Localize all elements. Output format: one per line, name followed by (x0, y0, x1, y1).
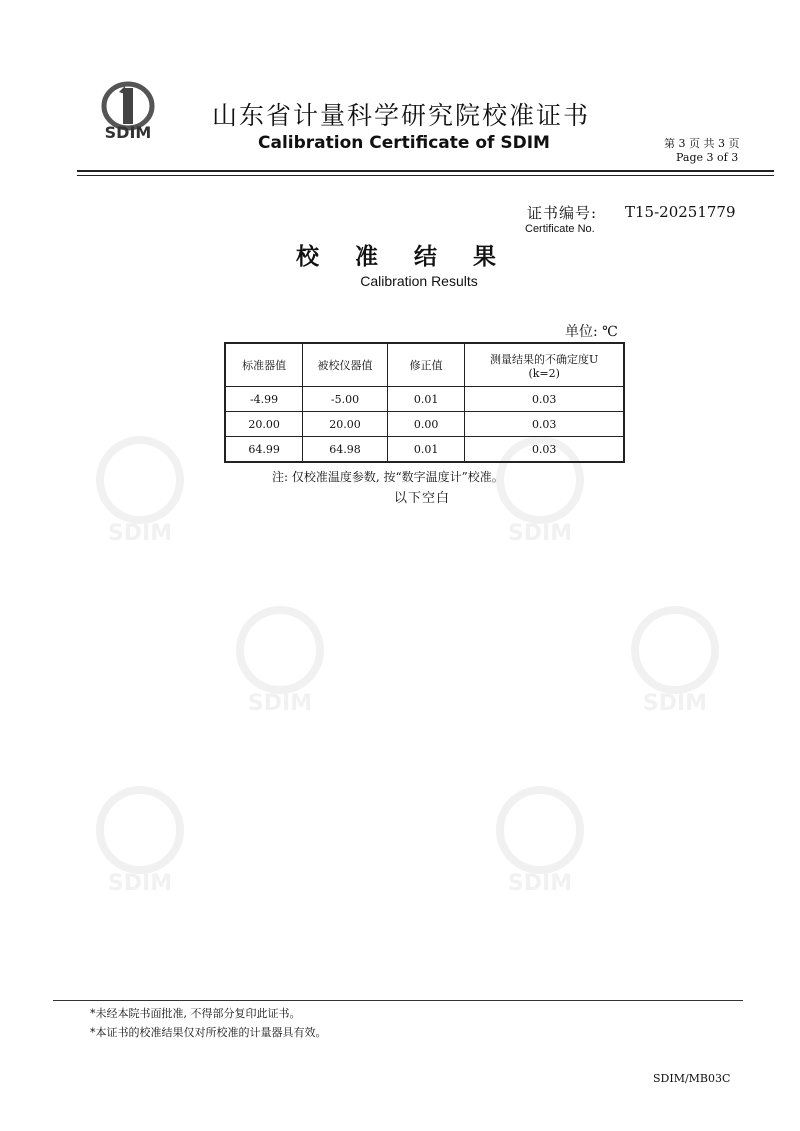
cell-correction: 0.00 (387, 412, 465, 437)
watermark-logo-icon (85, 780, 195, 900)
footer-rule (53, 1000, 743, 1001)
svg-text:SDIM: SDIM (107, 871, 173, 896)
header-standard-value: 标准器值 (225, 343, 303, 387)
results-table (224, 342, 625, 463)
page-number-english: Page 3 of 3 (676, 151, 739, 164)
table-row (225, 387, 624, 412)
svg-text:SDIM: SDIM (507, 521, 573, 546)
cell-correction: 0.01 (387, 387, 465, 412)
header-uncertainty (465, 343, 624, 387)
form-code: SDIM/MB03C (653, 1072, 731, 1085)
header-correction: 修正值 (387, 343, 465, 387)
header-uncertainty-line1: 测量结果的不确定度U (490, 352, 599, 366)
header-rule (77, 175, 774, 176)
watermark-logo-icon (85, 430, 195, 550)
blank-below-marker: 以下空白 (394, 491, 451, 506)
cell-uncertainty: 0.03 (465, 412, 624, 437)
watermark-logo-icon (485, 780, 595, 900)
cell-standard: 64.99 (225, 437, 303, 463)
results-title: 校 准 结 果 (295, 244, 511, 270)
cell-instrument: 64.98 (303, 437, 388, 463)
results-title-english: Calibration Results (360, 273, 478, 289)
title-english: Calibration Certificate of SDIM (258, 133, 550, 153)
cell-uncertainty: 0.03 (465, 437, 624, 463)
calibration-note: 注: 仅校准温度参数, 按“数字温度计”校准。 (272, 470, 504, 484)
certificate-label: 证书编号: (527, 204, 598, 222)
certificate-number: T15-20251779 (625, 203, 736, 221)
header-uncertainty-line2: (k=2) (528, 366, 560, 380)
title-chinese: 山东省计量科学研究院校准证书 (212, 101, 591, 130)
cell-instrument: 20.00 (303, 412, 388, 437)
cell-instrument: -5.00 (303, 387, 388, 412)
table-header-row (225, 343, 624, 387)
logo-text: SDIM (104, 123, 152, 142)
cell-correction: 0.01 (387, 437, 465, 463)
svg-text:SDIM: SDIM (247, 691, 313, 716)
svg-text:SDIM: SDIM (507, 871, 573, 896)
certificate-label-english: Certificate No. (525, 223, 595, 235)
svg-text:SDIM: SDIM (642, 691, 708, 716)
table-row (225, 437, 624, 463)
watermark-logo-icon (225, 600, 335, 720)
footer-disclaimer-2: *本证书的校准结果仅对所校准的计量器具有效。 (90, 1026, 327, 1039)
header-instrument-value: 被校仪器值 (303, 343, 388, 387)
cell-standard: -4.99 (225, 387, 303, 412)
page-number-chinese: 第 3 页 共 3 页 (664, 137, 740, 150)
footer-disclaimer-1: *未经本院书面批准, 不得部分复印此证书。 (90, 1007, 301, 1020)
cell-standard: 20.00 (225, 412, 303, 437)
svg-text:SDIM: SDIM (107, 521, 173, 546)
table-row (225, 412, 624, 437)
cell-uncertainty: 0.03 (465, 387, 624, 412)
watermark-logo-icon (620, 600, 730, 720)
header-rule (77, 170, 774, 172)
unit-label: 单位: ℃ (565, 324, 618, 340)
